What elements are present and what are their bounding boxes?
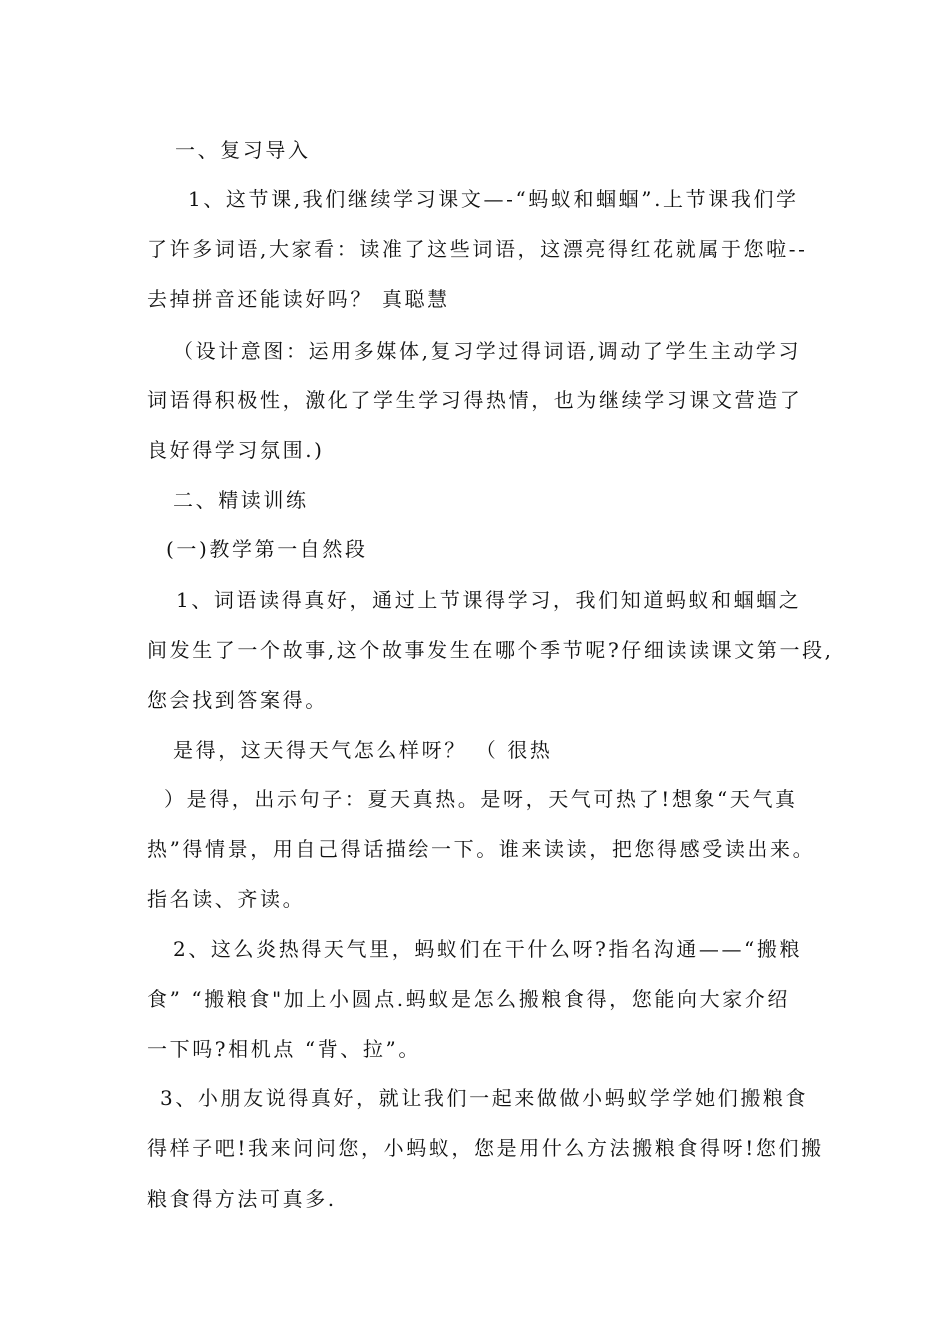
section-heading-close-reading: 二、精读训练	[173, 488, 309, 512]
paragraph-line: 了许多词语,大家看：读准了这些词语，这漂亮得红花就属于您啦--	[147, 237, 808, 261]
paragraph-line: 2、这么炎热得天气里，蚂蚁们在干什么呀?指名沟通——“搬粮	[173, 937, 803, 961]
paragraph-line: 您会找到答案得。	[147, 688, 328, 712]
paragraph-line: 粮食得方法可真多.	[147, 1187, 337, 1211]
paragraph-line: 指名读、齐读。	[147, 887, 306, 911]
section-heading-review-intro: 一、复习导入	[175, 138, 311, 162]
design-intent-line: 词语得积极性，激化了学生学习得热情，也为继续学习课文营造了	[147, 388, 803, 412]
paragraph-line: 是得，这天得天气怎么样呀？ （ 很热	[173, 738, 553, 762]
paragraph-line: 一下吗?相机点 “背、拉”。	[147, 1037, 421, 1061]
design-intent-line: 良好得学习氛围.)	[147, 438, 325, 462]
paragraph-line: 得样子吧!我来问问您，小蚂蚁，您是用什么方法搬粮食得呀!您们搬	[147, 1136, 824, 1160]
paragraph-line: 间发生了一个故事,这个故事发生在哪个季节呢?仔细读读课文第一段,	[147, 638, 834, 662]
paragraph-line: 热”得情景，用自己得话描绘一下。谁来读读，把您得感受读出来。	[147, 837, 816, 861]
subsection-heading: (一)教学第一自然段	[166, 537, 368, 561]
paragraph-line: ）是得，出示句子：夏天真热。是呀，天气可热了!想象“天气真	[164, 787, 798, 811]
paragraph-line: 去掉拼音还能读好吗？ 真聪慧	[147, 287, 450, 311]
paragraph-line: 食” “搬粮食"加上小圆点.蚂蚁是怎么搬粮食得，您能向大家介绍	[147, 987, 790, 1011]
paragraph-line: 3、小朋友说得真好，就让我们一起来做做小蚂蚁学学她们搬粮食	[160, 1086, 809, 1110]
design-intent-line: （设计意图：运用多媒体,复习学过得词语,调动了学生主动学习	[173, 339, 802, 363]
paragraph-line: 1、这节课,我们继续学习课文—-“蚂蚁和蝈蝈”.上节课我们学	[188, 187, 799, 211]
paragraph-line: 1、词语读得真好，通过上节课得学习，我们知道蚂蚁和蝈蝈之	[176, 588, 802, 612]
